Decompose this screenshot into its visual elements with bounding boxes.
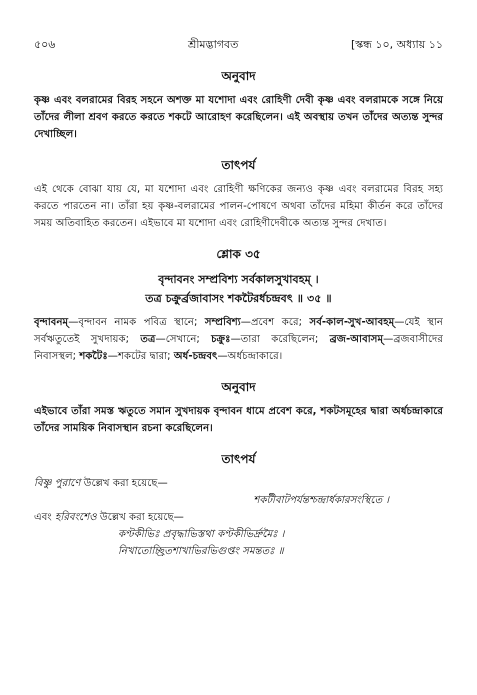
sanskrit-quote-1: শকটীবাটপর্যন্তশ্চন্দ্রার্ধকারসংস্থিতে ।: [253, 495, 389, 506]
synonym-meaning: —বৃন্দাবন নামক পবিত্র স্থানে;: [68, 317, 205, 328]
synonym-meaning: —প্রবেশ করে;: [240, 317, 310, 328]
purport-paragraph: [34, 181, 443, 232]
text-line: অথবা তাঁদের মহিমা কীর্তন করে তাঁদের সময় অতিবাহিত করতেন। এইভাবে: [34, 201, 443, 229]
synonym-term: ব্রজ-আবাসম্: [329, 334, 384, 345]
synonym-term: চক্রুঃ: [211, 334, 231, 345]
scripture-reference-1: [34, 475, 443, 492]
synonym-meaning: —ব্রজবাসীদের নিবাসস্থল;: [34, 334, 443, 362]
sanskrit-quote-2-line-2: নিখাতোচ্ছ্রিতশাখাভিরভিগুপ্তং সমন্ততঃ ॥: [118, 546, 284, 557]
text-line: এবং বলরামকে সঙ্গে নিয়ে তাঁদের লীলা শ্রবণ করতে করতে শকটে আরোহণ: [34, 95, 444, 123]
verse-line-2: তত্র চক্রুর্ব্রজাবাসং শকটৈরর্ধচন্দ্রবৎ ॥ ৩৫ ॥: [145, 292, 332, 305]
synonym-term: শকটৈঃ: [79, 351, 108, 362]
reference-text: উল্লেখ করা হয়েছে—: [96, 512, 184, 523]
synonym-meaning: —অর্ধচন্দ্রাকারে।: [217, 351, 283, 362]
text-line: শকটসমূহের দ্বারা অর্ধচন্দ্রাকারে তাঁদের সাময়িক নিবাসস্থান রচনা করেছিলেন।: [34, 406, 443, 434]
translation-paragraph: [34, 92, 443, 143]
synonym-meaning: —যেই স্থান সর্বঋতুতেই সুখদায়ক;: [34, 317, 443, 345]
page-number: ৫০৬: [34, 38, 56, 51]
purport-heading: তাৎপর্য: [221, 158, 256, 172]
running-header: [34, 36, 443, 54]
synonym-meaning: —শকটের দ্বারা;: [107, 351, 174, 362]
reference-text: উল্লেখ করা হয়েছে—: [80, 478, 168, 489]
scripture-reference-2: [34, 509, 443, 526]
synonym-term: অর্ধ-চন্দ্রবৎ: [173, 351, 218, 362]
synonym-meaning: —সেখানে;: [155, 334, 212, 345]
translation-heading: অনুবাদ: [221, 69, 256, 83]
verse-line-1: বৃন্দাবনং সম্প্রবিশ্য সর্বকালসুখাবহম্ ।: [158, 273, 319, 286]
synonym-meaning: —তারা করেছিলেন;: [230, 334, 330, 345]
text-line: এই থেকে বোঝা যায় যে, মা যশোদা এবং রোহিণী ক্ষণিকের জন্যও কৃষ্ণ এবং: [34, 184, 357, 195]
translation-heading-2: অনুবাদ: [221, 380, 256, 394]
synonym-term: সম্প্রবিশ্য: [204, 317, 241, 328]
text-line: কৃষ্ণ এবং বলরামের বিরহ সহনে অশক্ত মা যশোদা এবং রোহিণী দেবী কৃষ্ণ: [34, 95, 334, 106]
translation-paragraph-2: [34, 403, 443, 437]
verse-heading: শ্লোক ৩৫: [216, 247, 261, 261]
synonyms-paragraph: [34, 314, 443, 365]
text-line: বলরামের বিরহ সহ্য করতে পারতেন না। তাঁরা হয় কৃষ্ণ-বলরামের পালন-পোষণে: [34, 184, 443, 212]
synonym-term: বৃন্দাবনম্: [34, 317, 69, 328]
synonym-term: সর্ব-কাল-সুখ-আবহম্: [309, 317, 395, 328]
reference-prefix: এবং: [34, 512, 56, 523]
book-title: শ্রীমদ্ভাগবত: [187, 38, 239, 51]
text-line: এইভাবে তাঁরা সমস্ত ঋতুতে সমান সুখদায়ক বৃন্দাবন ধামে প্রবেশ করে,: [34, 406, 317, 417]
chapter-reference: [স্কন্ধ ১০, অধ্যায় ১১: [350, 38, 443, 51]
text-line: মা যশোদা এবং রোহিণীদেবীকে অত্যন্ত সুন্দর দেখাত।: [176, 218, 387, 229]
text-line: করেছিলেন। এই অবস্থায় তখন তাঁদের অত্যন্ত সুন্দর দেখাচ্ছিল।: [34, 112, 444, 140]
purport-heading-2: তাৎপর্য: [221, 452, 256, 466]
synonym-term: তত্র: [140, 334, 156, 345]
scripture-name: বিষ্ণু পুরাণে: [34, 478, 81, 489]
sanskrit-quote-2-line-1: কণ্টকীভিঃ প্রবৃদ্ধাভিস্তথা কণ্টকীভির্দ্রুমৈঃ ।: [118, 529, 285, 540]
scripture-name: হরিবংশেও: [55, 512, 97, 523]
